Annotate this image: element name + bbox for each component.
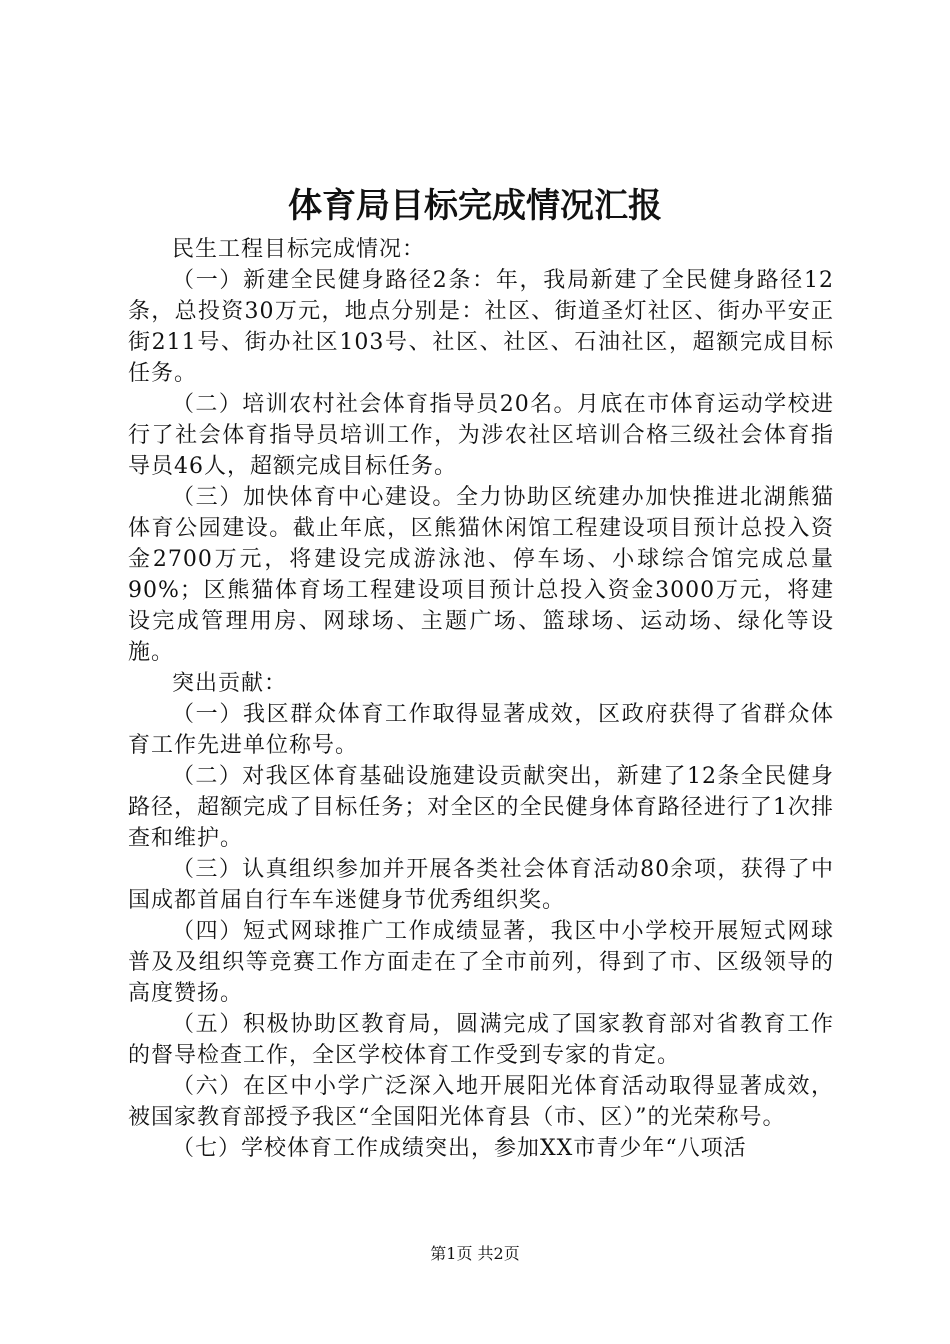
paragraph-sports-instructors: （二）培训农村社会体育指导员20名。月底在市体育运动学校进行了社会体育指导员培训工作，为涉农社区培训合格三级社会体育指导员46人，超额完成目标任务。	[128, 392, 834, 479]
paragraph-short-tennis: （四）短式网球推广工作成绩显著，我区中小学校开展短式网球普及及组织等竞赛工作方面走在了全市前列，得到了市、区级领导的高度赞扬。	[128, 919, 834, 1006]
paragraph-activities: （三）认真组织参加并开展各类社会体育活动80余项，获得了中国成都首届自行车车迷健身节优秀组织奖。	[128, 857, 834, 913]
page-number-footer: 第1页 共2页	[430, 1244, 520, 1263]
paragraph-section-heading-contributions: 突出贡献：	[172, 671, 288, 696]
paragraph-education-bureau: （五）积极协助区教育局，圆满完成了国家教育部对省教育工作的督导检查工作，全区学校体育工作受到专家的肯定。	[128, 1012, 834, 1068]
paragraph-sports-center: （三）加快体育中心建设。全力协助区统建办加快推进北湖熊猫体育公园建设。截止年底，区熊猫休闲馆工程建设项目预计总投入资金2700万元，将建设完成游泳池、停车场、小球综合馆完成总量90%；区熊猫体育场工程建设项目预计总投入资金3000万元，将建设完成管理用房、网球场、主题广场、篮球场、运动场、绿化等设施。	[128, 485, 834, 665]
paragraph-infrastructure: （二）对我区体育基础设施建设贡献突出，新建了12条全民健身路径，超额完成了目标任务；对全区的全民健身体育路径进行了1次排查和维护。	[128, 764, 834, 851]
paragraph-school-sports: （七）学校体育工作成绩突出，参加XX市青少年“八项活	[172, 1136, 747, 1161]
paragraph-sunshine-sports: （六）在区中小学广泛深入地开展阳光体育活动取得显著成效，被国家教育部授予我区“全国阳光体育县（市、区）”的光荣称号。	[128, 1074, 834, 1130]
paragraph-fitness-paths: （一）新建全民健身路径2条：年，我局新建了全民健身路径12条，总投资30万元，地点分别是：社区、街道圣灯社区、街办平安正街211号、街办社区103号、社区、社区、石油社区，超额完成目标任务。	[128, 268, 834, 386]
page-title: 体育局目标完成情况汇报	[288, 186, 662, 226]
document-body	[128, 234, 834, 1164]
paragraph-section-heading-livelihood: 民生工程目标完成情况：	[172, 237, 426, 262]
paragraph-mass-sports: （一）我区群众体育工作取得显著成效，区政府获得了省群众体育工作先进单位称号。	[128, 702, 834, 758]
